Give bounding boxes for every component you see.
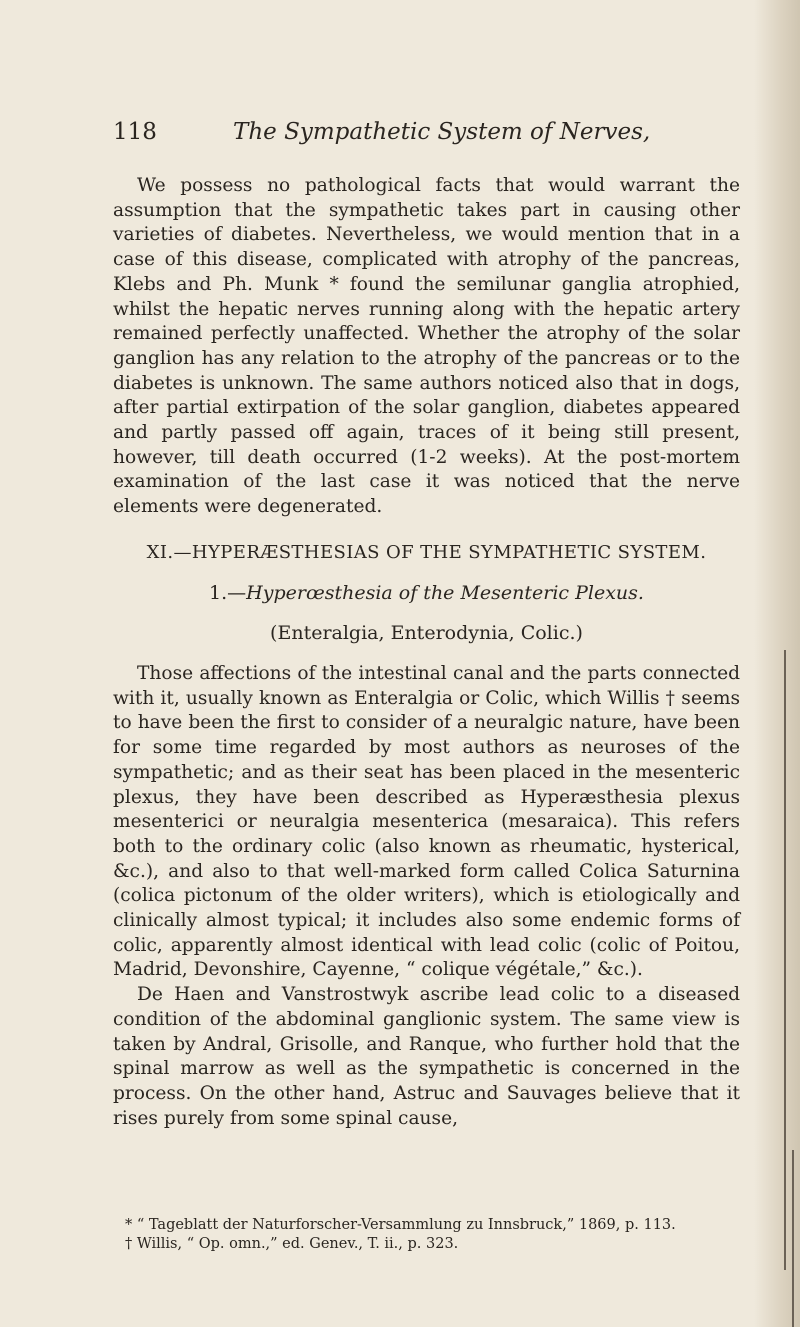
page-edge-line — [792, 1150, 794, 1327]
paragraph-3-text: De Haen and Vanstrostwyk ascribe lead colic to a diseased condition of the abdominal ganglionic system. The same view is taken by Andral, Grisolle, and Ranque, who further hold that the spinal marrow as well as the sympathetic is concerned in the process. On the other hand, Astruc and Sauvages believe that it rises purely from some spinal cause, — [113, 984, 740, 1129]
paragraph-2-3 — [113, 662, 740, 1131]
footnote-2: † Willis, “ Op. omn.,” ed. Genev., T. ii., p. 323. — [125, 1236, 459, 1252]
sub-heading-title: Hyperœsthesia of the Mesenteric Plexus. — [246, 582, 644, 604]
page-edge-shadow — [754, 0, 800, 1327]
synonyms-line: (Enteralgia, Enterodynia, Colic.) — [270, 622, 583, 644]
paragraph-2-text: Those affections of the intestinal canal and the parts connected with it, usually known as Enteralgia or Colic, which Willis † seems to have been the first to consider of a neuralgic nature, have been for some time regarded by most authors as neuroses of the sympathetic; and as their seat has been placed in the mesenteric plexus, they have been described as Hyperæsthesia plexus mesenterici or neuralgia mesenterica (mesaraica). This refers both to the ordinary colic (also known as rheumatic, hysterical, &c.), and also to that well-marked form called Colica Saturnina (colica pictonum of the older writers), which is etiologically and clinically almost typical; it includes also some endemic forms of colic, apparently almost identical with lead colic (colic of Poitou, Madrid, Devonshire, Cayenne, “ colique végétale,” &c.). — [113, 663, 740, 981]
paragraph-1-text: We possess no pathological facts that would warrant the assumption that the sympathetic takes part in causing other varieties of diabetes. Nevertheless, we would mention that in a case of this disease, complicated with atrophy of the pancreas, Klebs and Ph. Munk * found the semilunar ganglia atrophied, whilst the hepatic nerves running along with the hepatic artery remained perfectly unaffected. Whether the atrophy of the solar ganglion has any relation to the atrophy of the pancreas or to the diabetes is unknown. The same authors noticed also that in dogs, after partial extirpation of the solar ganglion, diabetes appeared and partly passed off again, traces of it being still present, however, till death occurred (1-2 weeks). At the post-mortem examination of the last case it was noticed that the nerve elements were degenerated. — [113, 175, 740, 518]
footnote-1: * “ Tageblatt der Naturforscher-Versammlung zu Innsbruck,” 1869, p. 113. — [125, 1217, 676, 1233]
footnotes — [113, 1216, 753, 1254]
section-heading: XI.—HYPERÆSTHESIAS OF THE SYMPATHETIC SYSTEM. — [146, 542, 707, 563]
paragraph-1 — [113, 174, 740, 520]
sub-heading-number: 1.— — [209, 582, 247, 604]
sub-heading — [113, 582, 740, 604]
running-title: The Sympathetic System of Nerves, — [233, 119, 651, 145]
page-edge-line — [784, 650, 786, 1270]
page-header — [113, 119, 733, 155]
page-number: 118 — [113, 119, 157, 145]
